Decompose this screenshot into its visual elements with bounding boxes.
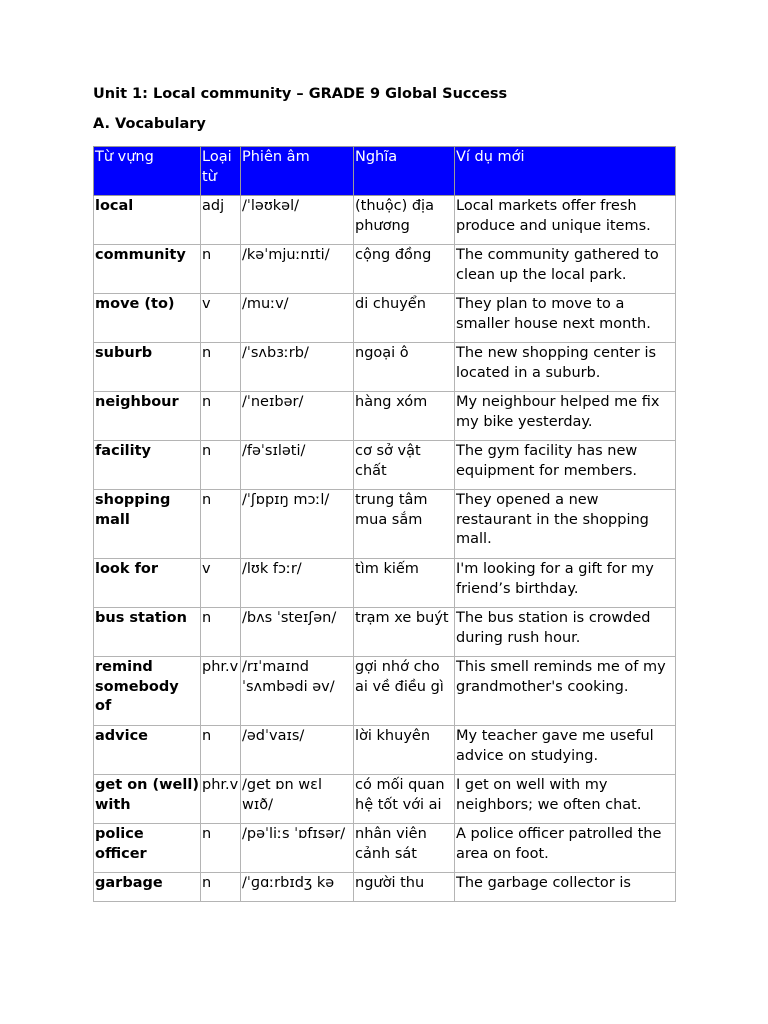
cell-example: The new shopping center is located in a suburb. [455,343,676,392]
cell-example: This smell reminds me of my grandmother's cooking. [455,657,676,726]
cell-example: I'm looking for a gift for my friend’s birthday. [455,559,676,608]
table-row [94,824,676,873]
cell-word: police officer [94,824,201,873]
table-row [94,245,676,294]
header-word: Từ vựng [94,147,201,196]
cell-word: local [94,196,201,245]
cell-meaning: người thu [354,873,455,902]
cell-pronunciation: /ˈsʌbɜːrb/ [241,343,354,392]
cell-pronunciation: /get ɒn wɛl wɪð/ [241,775,354,824]
table-row [94,608,676,657]
cell-word-type: n [201,343,241,392]
cell-example: The bus station is crowded during rush hour. [455,608,676,657]
cell-example: Local markets offer fresh produce and unique items. [455,196,676,245]
cell-meaning: lời khuyên [354,726,455,775]
cell-example: The community gathered to clean up the local park. [455,245,676,294]
header-meaning: Nghĩa [354,147,455,196]
cell-meaning: hàng xóm [354,392,455,441]
table-row [94,343,676,392]
cell-example: They opened a new restaurant in the shopping mall. [455,490,676,559]
cell-meaning: gợi nhớ cho ai về điều gì [354,657,455,726]
cell-example: They plan to move to a smaller house next month. [455,294,676,343]
cell-word-type: n [201,245,241,294]
table-row [94,873,676,902]
cell-word-type: v [201,294,241,343]
cell-meaning: di chuyển [354,294,455,343]
table-row [94,657,676,726]
cell-pronunciation: /bʌs ˈsteɪʃən/ [241,608,354,657]
cell-example: My neighbour helped me fix my bike yesterday. [455,392,676,441]
cell-word-type: n [201,490,241,559]
cell-pronunciation: /ˈʃɒpɪŋ mɔːl/ [241,490,354,559]
cell-word-type: n [201,873,241,902]
cell-example: The gym facility has new equipment for members. [455,441,676,490]
cell-word-type: n [201,824,241,873]
cell-meaning: tìm kiếm [354,559,455,608]
cell-word-type: n [201,608,241,657]
cell-word: get on (well) with [94,775,201,824]
cell-pronunciation: /kəˈmjuːnɪti/ [241,245,354,294]
cell-word: look for [94,559,201,608]
cell-meaning: cộng đồng [354,245,455,294]
cell-word: move (to) [94,294,201,343]
table-row [94,294,676,343]
cell-word-type: v [201,559,241,608]
cell-word: advice [94,726,201,775]
cell-pronunciation: /lʊk fɔːr/ [241,559,354,608]
table-row [94,726,676,775]
header-pronunciation: Phiên âm [241,147,354,196]
cell-example: I get on well with my neighbors; we often chat. [455,775,676,824]
cell-word-type: adj [201,196,241,245]
table-row [94,775,676,824]
cell-pronunciation: /ˈɡɑːrbɪdʒ kə [241,873,354,902]
cell-word: community [94,245,201,294]
cell-pronunciation: /muːv/ [241,294,354,343]
cell-meaning: cơ sở vật chất [354,441,455,490]
cell-word: bus station [94,608,201,657]
header-example: Ví dụ mới [455,147,676,196]
table-row [94,441,676,490]
cell-pronunciation: /fəˈsɪləti/ [241,441,354,490]
cell-meaning: trạm xe buýt [354,608,455,657]
cell-word-type: n [201,441,241,490]
cell-word-type: phr.v [201,775,241,824]
cell-word: shopping mall [94,490,201,559]
cell-meaning: có mối quan hệ tốt với ai [354,775,455,824]
cell-meaning: (thuộc) địa phương [354,196,455,245]
cell-pronunciation: /ˈləʊkəl/ [241,196,354,245]
cell-meaning: nhân viên cảnh sát [354,824,455,873]
cell-meaning: trung tâm mua sắm [354,490,455,559]
cell-word: facility [94,441,201,490]
cell-word: suburb [94,343,201,392]
table-row [94,196,676,245]
cell-word-type: n [201,392,241,441]
cell-example: The garbage collector is [455,873,676,902]
page-title: Unit 1: Local community – GRADE 9 Global Success [93,86,508,102]
vocabulary-table [93,146,676,902]
section-heading: A. Vocabulary [93,116,206,132]
cell-word: remind somebody of [94,657,201,726]
cell-word-type: phr.v [201,657,241,726]
cell-example: A police officer patrolled the area on foot. [455,824,676,873]
cell-pronunciation: /pəˈliːs ˈɒfɪsər/ [241,824,354,873]
cell-pronunciation: /ˈneɪbər/ [241,392,354,441]
cell-word: garbage [94,873,201,902]
cell-word: neighbour [94,392,201,441]
table-row [94,392,676,441]
table-row [94,559,676,608]
cell-word-type: n [201,726,241,775]
header-word-type: Loại từ [201,147,241,196]
cell-meaning: ngoại ô [354,343,455,392]
cell-pronunciation: /ədˈvaɪs/ [241,726,354,775]
cell-pronunciation: /rɪˈmaɪnd ˈsʌmbədi əv/ [241,657,354,726]
table-header-row [94,147,676,196]
cell-example: My teacher gave me useful advice on studying. [455,726,676,775]
table-row [94,490,676,559]
